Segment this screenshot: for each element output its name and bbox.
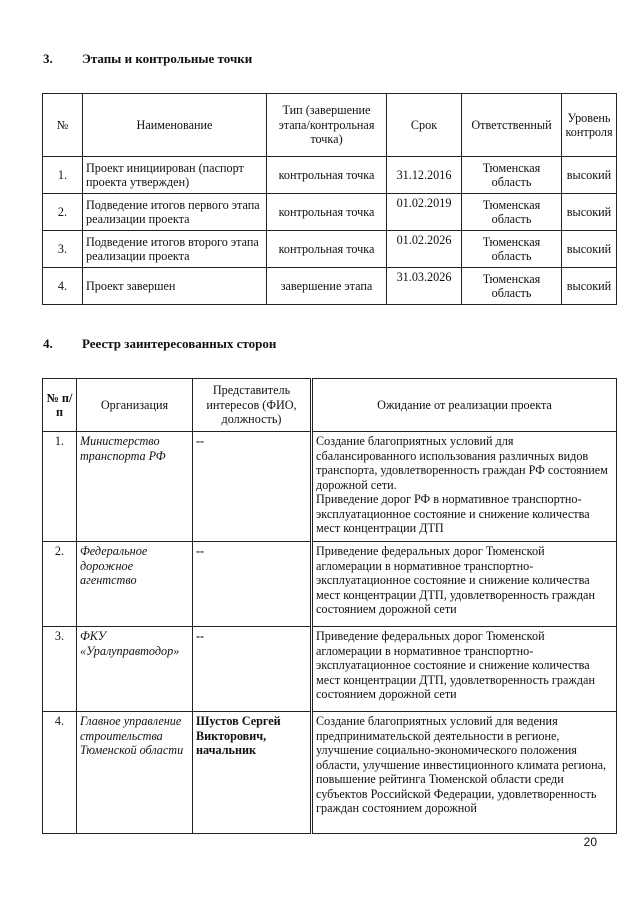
table-row	[43, 194, 617, 231]
representative: --	[193, 627, 312, 712]
row-number: 1.	[43, 432, 77, 542]
section-number: 4.	[43, 336, 53, 351]
milestone-date: 31.03.2026	[387, 268, 462, 305]
expectation: Приведение федеральных дорог Тюменской агломерации в нормативное транспортно-эксплуатационное состояние и снижение количества мест концентрации ДТП, удовлетворенность граждан состоянием дорожной сети	[312, 542, 617, 627]
milestone-responsible: Тюменская область	[462, 231, 562, 268]
row-number: 2.	[43, 542, 77, 627]
table-row	[43, 157, 617, 194]
milestone-type: контрольная точка	[267, 231, 387, 268]
table-row	[43, 712, 617, 834]
organization: Федеральное дорожное агентство	[77, 542, 193, 627]
row-number: 3.	[43, 231, 83, 268]
header-cell: Срок	[387, 94, 462, 157]
expectation: Создание благоприятных условий для ведения предпринимательской деятельности в регионе, улучшение социально-экономического положения области, улучшение инвестиционного климата региона, повышение рейтинга Тюменской области среди субъектов Российской Федерации, удовлетворенность граждан состоянием дорожной	[312, 712, 617, 834]
table-row	[43, 432, 617, 542]
row-number: 1.	[43, 157, 83, 194]
milestone-date: 31.12.2016	[387, 157, 462, 194]
control-level: высокий	[562, 194, 617, 231]
milestone-date: 01.02.2026	[387, 231, 462, 268]
header-cell: Уровень контроля	[562, 94, 617, 157]
organization: Главное управление строительства Тюменской области	[77, 712, 193, 834]
row-number: 4.	[43, 268, 83, 305]
milestone-responsible: Тюменская область	[462, 157, 562, 194]
milestone-name: Подведение итогов первого этапа реализации проекта	[83, 194, 267, 231]
header-cell: Тип (завершение этапа/контрольная точка)	[267, 94, 387, 157]
milestone-date: 01.02.2019	[387, 194, 462, 231]
section-title: Этапы и контрольные точки	[82, 51, 253, 66]
table-row	[43, 627, 617, 712]
representative: --	[193, 432, 312, 542]
representative: --	[193, 542, 312, 627]
table-row	[43, 268, 617, 305]
page-number: 20	[583, 835, 597, 849]
milestone-responsible: Тюменская область	[462, 194, 562, 231]
milestones-table	[42, 93, 617, 305]
representative: Шустов Сергей Викторович, начальник	[193, 712, 312, 834]
header-cell: Ответственный	[462, 94, 562, 157]
expectation: Приведение федеральных дорог Тюменской агломерации в нормативное транспортно-эксплуатационное состояние и снижение количества мест концентрации ДТП, удовлетворенность граждан состоянием дорожной сети	[312, 627, 617, 712]
header-cell: № п/п	[43, 379, 77, 432]
table-row	[43, 542, 617, 627]
milestone-type: контрольная точка	[267, 194, 387, 231]
control-level: высокий	[562, 231, 617, 268]
row-number: 2.	[43, 194, 83, 231]
milestone-name: Подведение итогов второго этапа реализации проекта	[83, 231, 267, 268]
control-level: высокий	[562, 268, 617, 305]
milestone-responsible: Тюменская область	[462, 268, 562, 305]
section-title: Реестр заинтересованных сторон	[82, 336, 277, 351]
table-header-row	[43, 379, 617, 432]
table-header-row	[43, 94, 617, 157]
header-cell: Наименование	[83, 94, 267, 157]
milestone-name: Проект инициирован (паспорт проекта утвержден)	[83, 157, 267, 194]
row-number: 3.	[43, 627, 77, 712]
stakeholders-table	[42, 378, 617, 834]
header-cell: Организация	[77, 379, 193, 432]
control-level: высокий	[562, 157, 617, 194]
header-cell: Ожидание от реализации проекта	[312, 379, 617, 432]
header-cell: №	[43, 94, 83, 157]
header-cell: Представитель интересов (ФИО, должность)	[193, 379, 312, 432]
row-number: 4.	[43, 712, 77, 834]
milestone-name: Проект завершен	[83, 268, 267, 305]
table-row	[43, 231, 617, 268]
milestone-type: завершение этапа	[267, 268, 387, 305]
organization: Министерство транспорта РФ	[77, 432, 193, 542]
organization: ФКУ «Уралуправтодор»	[77, 627, 193, 712]
milestone-type: контрольная точка	[267, 157, 387, 194]
expectation: Создание благоприятных условий для сбалансированного использования различных видов транспорта, удовлетворенность граждан РФ состоянием дорожной сети. Приведение дорог РФ в нормативное транспортно-эксплуатационное состояние и снижение количества мест концентрации ДТП	[312, 432, 617, 542]
section-number: 3.	[43, 51, 53, 66]
